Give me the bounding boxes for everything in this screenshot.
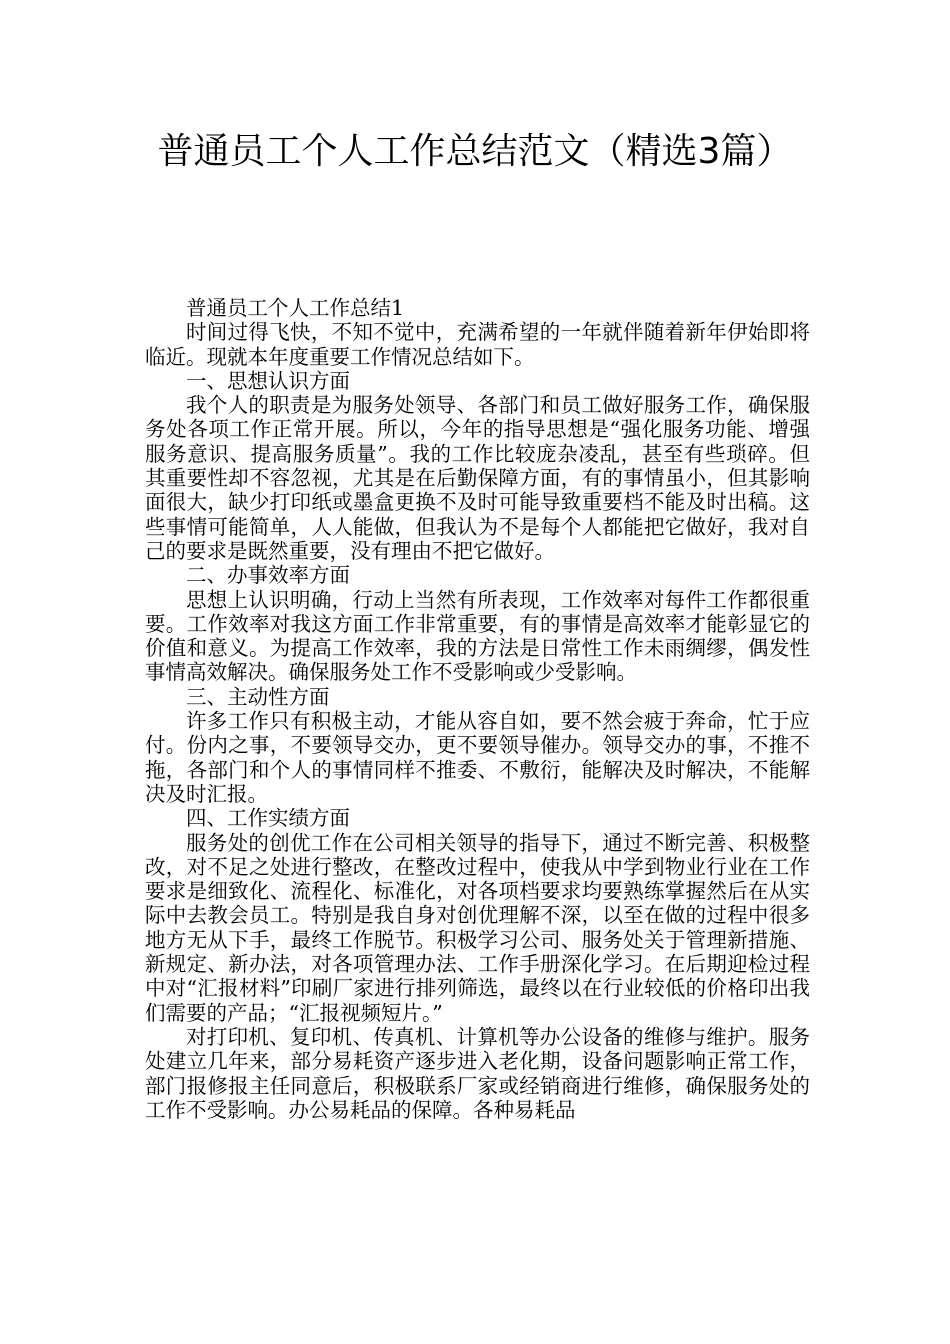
section-heading: 四、工作实绩方面	[186, 806, 350, 831]
body-paragraph: 思想上认识明确，行动上当然有所表现，工作效率对每件工作都很重要。工作效率对我这方面工作非常重要，有的事情是高效率才能彰显它的价值和意义。为提高工作效率，我的方法是日常性工作未雨绸缪，偶发性事情高效解决。确保服务处工作不受影响或少受影响。	[145, 587, 810, 685]
section-heading: 一、思想认识方面	[186, 368, 350, 393]
document-title: 普通员工个人工作总结范文（精选3篇）	[157, 131, 793, 172]
section-heading: 普通员工个人工作总结1	[186, 296, 405, 320]
document-body	[145, 296, 810, 1122]
body-paragraph: 对打印机、复印机、传真机、计算机等办公设备的维修与维护。服务处建立几年来，部分易耗资产逐步进入老化期，设备问题影响正常工作，部门报修报主任同意后，积极联系厂家或经销商进行维修，确保服务处的工作不受影响。办公易耗品的保障。各种易耗品	[145, 1024, 810, 1122]
body-paragraph: 时间过得飞快，不知不觉中，充满希望的一年就伴随着新年伊始即将临近。现就本年度重要工作情况总结如下。	[145, 320, 810, 369]
body-paragraph: 我个人的职责是为服务处领导、各部门和员工做好服务工作，确保服务处各项工作正常开展。所以，今年的指导思想是“强化服务功能、增强服务意识、提高服务质量”。我的工作比较庞杂凌乱，甚至有些琐碎。但其重要性却不容忽视，尤其是在后勤保障方面，有的事情虽小，但其影响面很大，缺少打印纸或墨盒更换不及时可能导致重要档不能及时出稿。这些事情可能简单，人人能做，但我认为不是每个人都能把它做好，我对自己的要求是既然重要，没有理由不把它做好。	[145, 393, 810, 563]
body-paragraph: 服务处的创优工作在公司相关领导的指导下，通过不断完善、积极整改，对不足之处进行整改，在整改过程中，使我从中学到物业行业在工作要求是细致化、流程化、标准化，对各项档要求均要熟练掌握然后在从实际中去教会员工。特别是我自身对创优理解不深，以至在做的过程中很多地方无从下手，最终工作脱节。积极学习公司、服务处关于管理新措施、新规定、新办法，对各项管理办法、工作手册深化学习。在后期迎检过程中对“汇报材料”印刷厂家进行排列筛选，最终以在行业较低的价格印出我们需要的产品；“汇报视频短片。”	[145, 830, 810, 1025]
section-heading: 三、主动性方面	[186, 684, 330, 709]
body-paragraph: 许多工作只有积极主动，才能从容自如，要不然会疲于奔命，忙于应付。份内之事，不要领导交办，更不要领导催办。领导交办的事，不推不拖，各部门和个人的事情同样不推委、不敷衍，能解决及时解决，不能解决及时汇报。	[145, 709, 810, 806]
section-heading: 二、办事效率方面	[186, 563, 350, 588]
